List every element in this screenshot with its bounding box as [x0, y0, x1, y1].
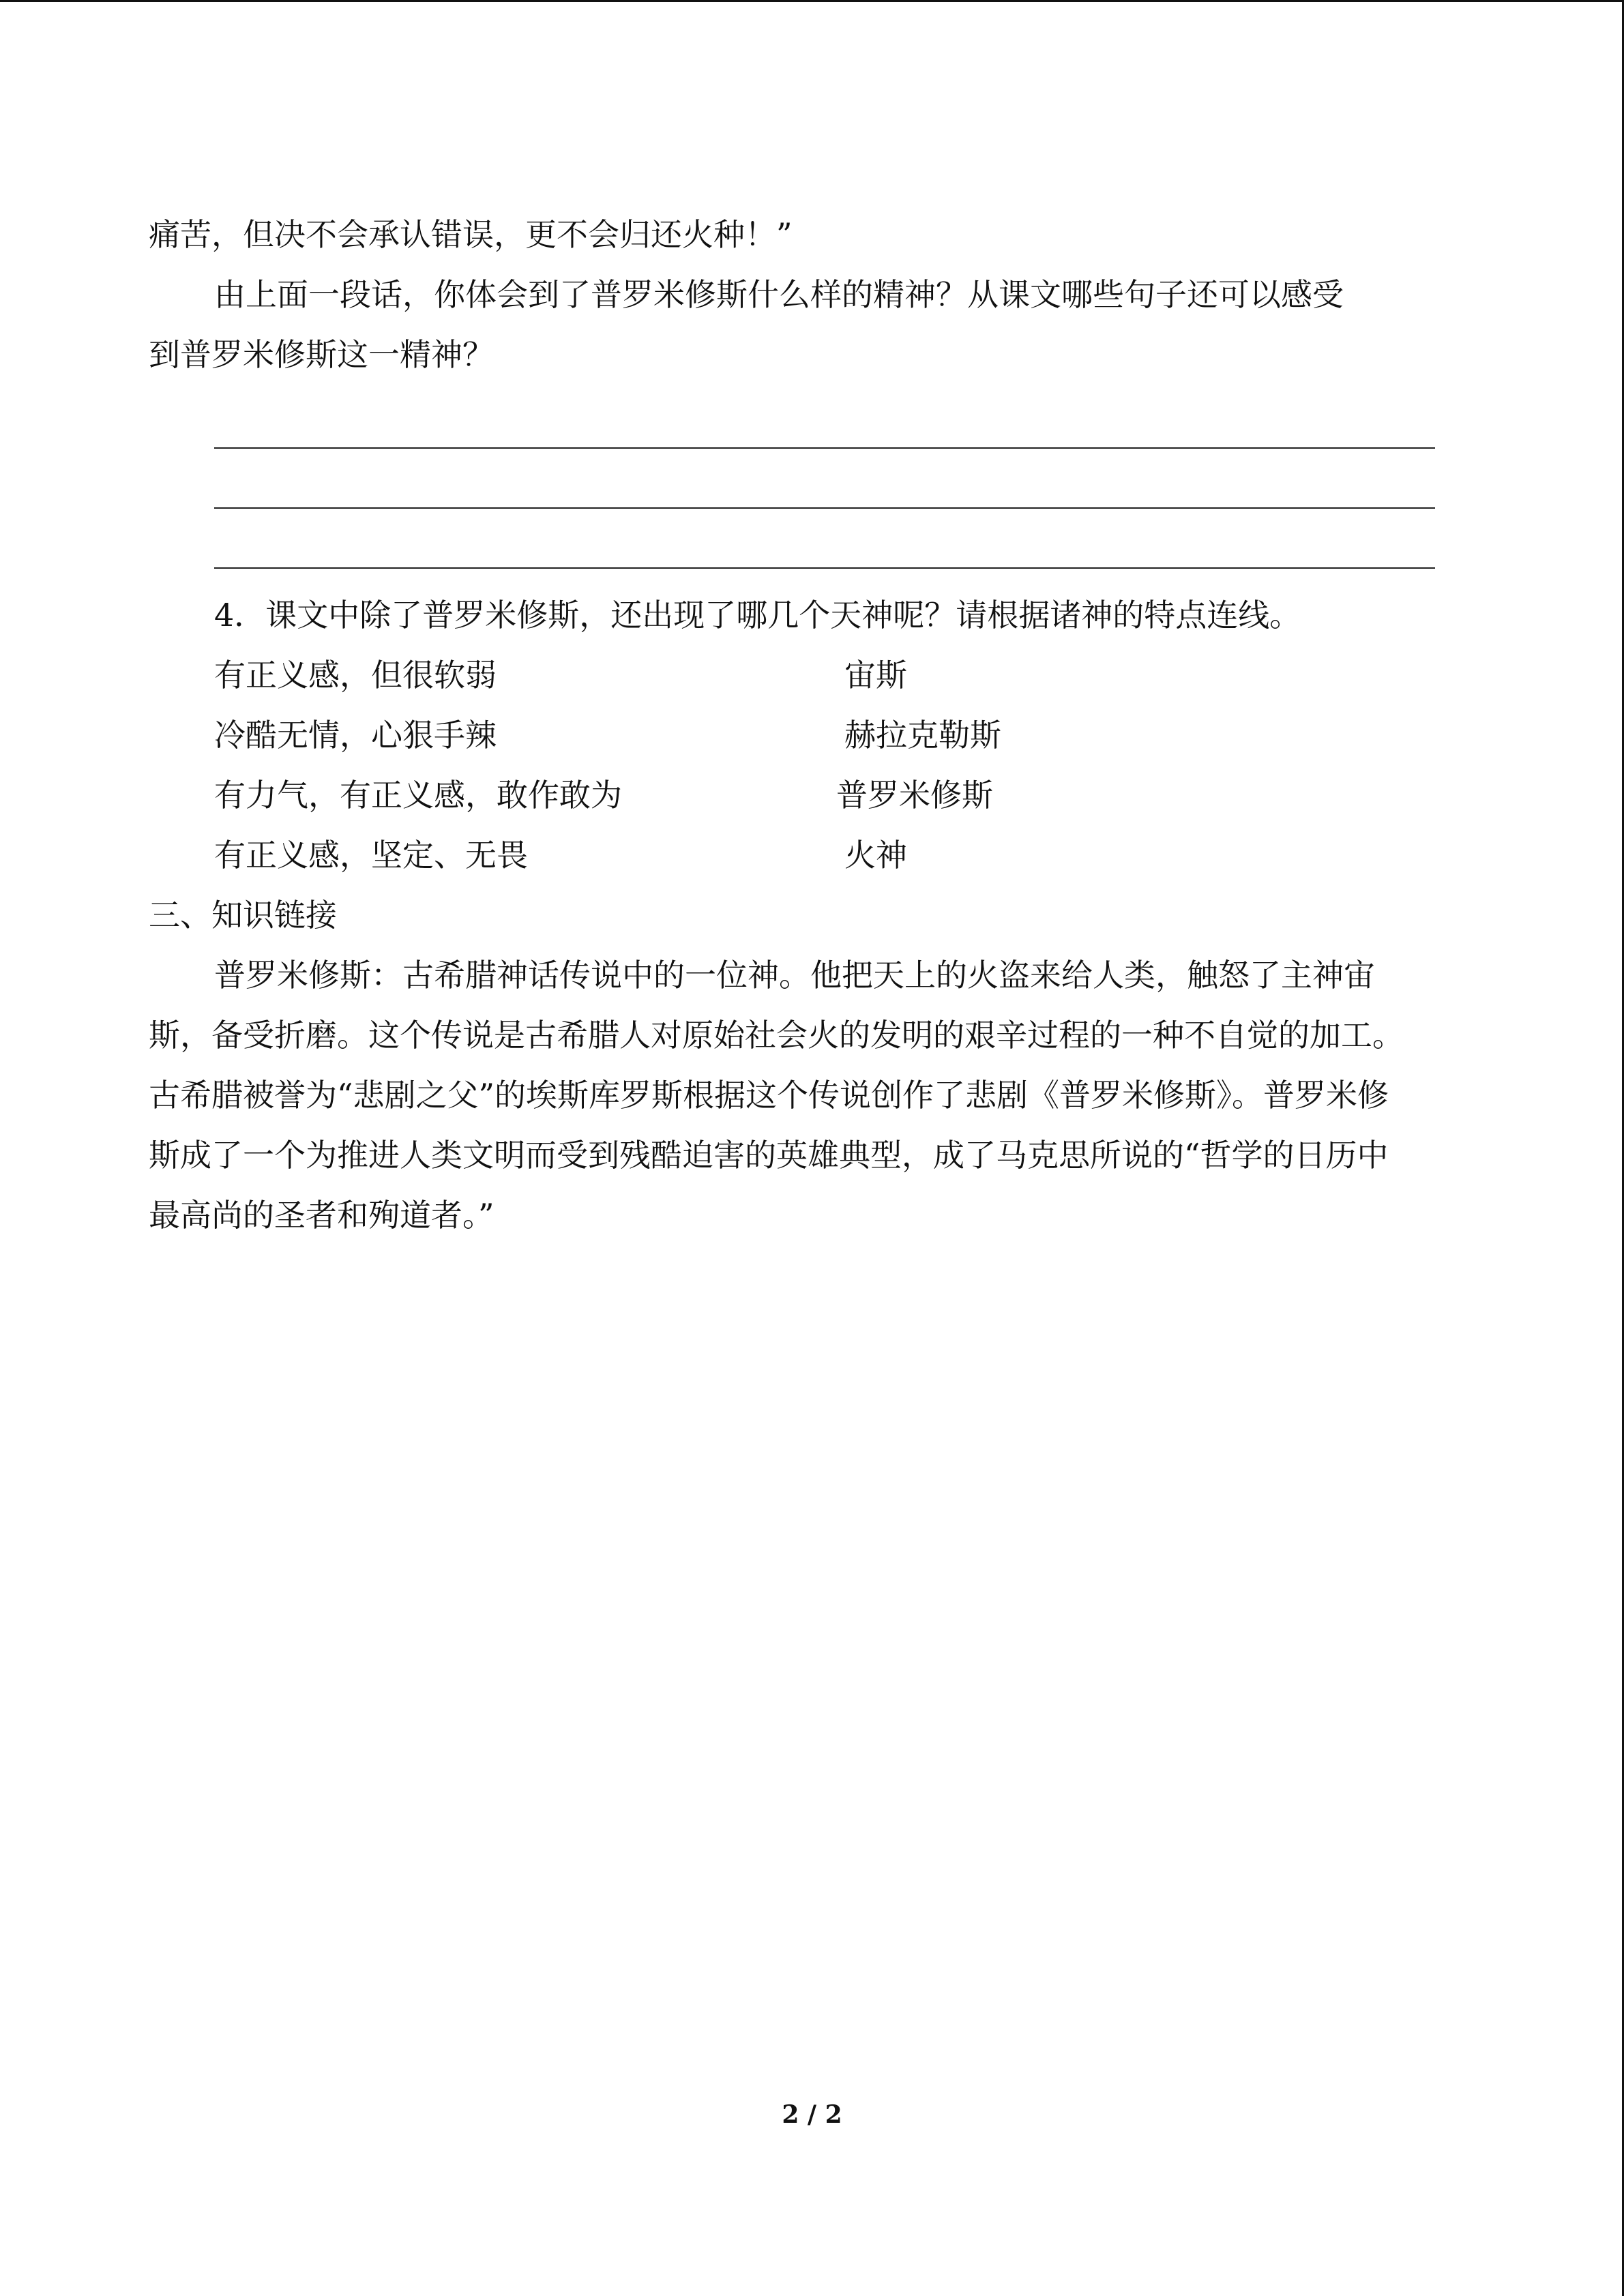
page-border-top	[0, 0, 1624, 2]
continued-quote-line: 痛苦，但决不会承认错误，更不会归还火种！”	[149, 216, 793, 253]
matching-trait: 冷酷无情，心狠手辣	[214, 717, 497, 754]
matching-row	[149, 765, 1479, 825]
document-body	[149, 205, 1479, 1245]
knowledge-line: 普罗米修斯：古希腊神话传说中的一位神。他把天上的火盗来给人类，触怒了主神宙	[214, 957, 1375, 994]
matching-god-name: 赫拉克勒斯	[844, 717, 1001, 754]
matching-row	[149, 705, 1479, 765]
answer-area	[149, 405, 1479, 585]
answer-blank-line-3[interactable]	[214, 525, 1435, 585]
matching-god-name: 普罗米修斯	[836, 777, 993, 814]
question-4: 4．课文中除了普罗米修斯，还出现了哪几个天神呢？请根据诸神的特点连线。	[214, 597, 1301, 633]
matching-row	[149, 645, 1479, 705]
knowledge-line: 斯成了一个为推进人类文明而受到残酷迫害的英雄典型，成了马克思所说的“哲学的日历中	[149, 1137, 1389, 1174]
matching-trait: 有正义感，但很软弱	[214, 657, 497, 694]
matching-trait: 有正义感，坚定、无畏	[214, 837, 528, 874]
answer-blank-line-1[interactable]	[214, 405, 1435, 465]
matching-god-name: 火神	[844, 837, 907, 874]
knowledge-line: 最高尚的圣者和殉道者。”	[149, 1197, 494, 1234]
matching-god-name: 宙斯	[844, 657, 907, 694]
matching-row	[149, 825, 1479, 885]
question-3-line-1: 由上面一段话，你体会到了普罗米修斯什么样的精神？从课文哪些句子还可以感受	[214, 276, 1344, 313]
answer-blank-line-2[interactable]	[214, 465, 1435, 525]
knowledge-line: 斯，备受折磨。这个传说是古希腊人对原始社会火的发明的艰辛过程的一种不自觉的加工。	[149, 1017, 1404, 1054]
matching-trait: 有力气，有正义感，敢作敢为	[214, 777, 622, 814]
knowledge-paragraph	[149, 945, 1479, 1245]
section-3-heading: 三、知识链接	[149, 897, 337, 934]
question-3-line-2: 到普罗米修斯这一精神？	[149, 336, 494, 373]
page-number: 2 / 2	[782, 2100, 842, 2129]
knowledge-line: 古希腊被誉为“悲剧之父”的埃斯库罗斯根据这个传说创作了悲剧《普罗米修斯》。普罗米修	[149, 1077, 1389, 1114]
